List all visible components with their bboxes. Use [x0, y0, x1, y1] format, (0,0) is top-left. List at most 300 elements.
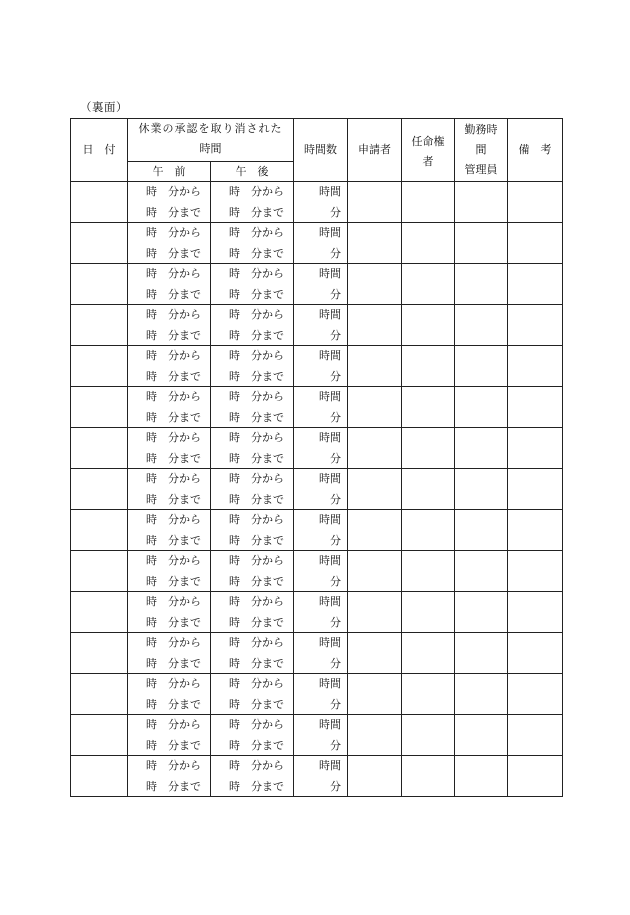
pm-to-hour: 時	[229, 657, 240, 670]
applicant-cell[interactable]	[348, 223, 402, 264]
am-from-hour: 時	[146, 718, 157, 731]
table-row	[71, 182, 563, 223]
pm-from-minute: 分から	[251, 308, 284, 321]
header-applicant-label: 申請者	[358, 143, 391, 156]
pm-time-cell[interactable]	[211, 551, 294, 592]
pm-from-minute: 分から	[251, 390, 284, 403]
pm-time-cell[interactable]	[211, 715, 294, 756]
pm-from-hour: 時	[229, 308, 240, 321]
appointer-cell[interactable]	[402, 756, 455, 797]
pm-to-hour: 時	[229, 575, 240, 588]
date-cell[interactable]	[71, 756, 128, 797]
am-to-hour: 時	[146, 288, 157, 301]
am-time-cell[interactable]	[128, 264, 211, 305]
hours-cell[interactable]	[294, 551, 348, 592]
date-cell[interactable]	[71, 551, 128, 592]
am-from-minute: 分から	[168, 349, 201, 362]
am-to-hour: 時	[146, 206, 157, 219]
pm-to-minute: 分まで	[251, 739, 284, 752]
hours-cell[interactable]	[294, 592, 348, 633]
am-from-hour: 時	[146, 349, 157, 362]
manager-cell[interactable]	[455, 428, 508, 469]
header-remarks-label: 備 考	[518, 143, 552, 156]
minutes-label: 分	[330, 206, 341, 219]
pm-to-hour: 時	[229, 411, 240, 424]
hours-cell[interactable]	[294, 756, 348, 797]
pm-to-minute: 分まで	[251, 575, 284, 588]
date-cell[interactable]	[71, 469, 128, 510]
table-row	[71, 633, 563, 674]
date-cell[interactable]	[71, 510, 128, 551]
leave-cancellation-table	[70, 118, 563, 797]
table-body	[71, 182, 563, 797]
header-date-label: 日 付	[82, 143, 116, 156]
minutes-label: 分	[330, 575, 341, 588]
pm-from-minute: 分から	[251, 431, 284, 444]
hours-label: 時間	[319, 513, 341, 526]
pm-from-hour: 時	[229, 267, 240, 280]
header-applicant	[348, 119, 402, 182]
am-to-minute: 分まで	[168, 575, 201, 588]
am-from-minute: 分から	[168, 308, 201, 321]
remarks-cell[interactable]	[508, 633, 563, 674]
applicant-cell[interactable]	[348, 182, 402, 223]
hours-label: 時間	[319, 390, 341, 403]
table-row	[71, 756, 563, 797]
am-time-cell[interactable]	[128, 387, 211, 428]
pm-time-cell[interactable]	[211, 756, 294, 797]
pm-to-minute: 分まで	[251, 247, 284, 260]
am-to-hour: 時	[146, 534, 157, 547]
appointer-cell[interactable]	[402, 346, 455, 387]
remarks-cell[interactable]	[508, 715, 563, 756]
hours-cell[interactable]	[294, 715, 348, 756]
pm-from-minute: 分から	[251, 513, 284, 526]
applicant-cell[interactable]	[348, 428, 402, 469]
am-time-cell[interactable]	[128, 551, 211, 592]
pm-from-hour: 時	[229, 554, 240, 567]
date-cell[interactable]	[71, 674, 128, 715]
pm-from-hour: 時	[229, 431, 240, 444]
pm-time-cell[interactable]	[211, 346, 294, 387]
pm-from-hour: 時	[229, 513, 240, 526]
hours-cell[interactable]	[294, 510, 348, 551]
pm-time-cell[interactable]	[211, 674, 294, 715]
table-row	[71, 264, 563, 305]
pm-from-minute: 分から	[251, 636, 284, 649]
minutes-label: 分	[330, 780, 341, 793]
am-time-cell[interactable]	[128, 633, 211, 674]
pm-time-cell[interactable]	[211, 592, 294, 633]
am-to-minute: 分まで	[168, 288, 201, 301]
am-from-hour: 時	[146, 185, 157, 198]
pm-to-minute: 分まで	[251, 288, 284, 301]
am-to-minute: 分まで	[168, 657, 201, 670]
header-am-label: 午 前	[152, 164, 186, 178]
minutes-label: 分	[330, 698, 341, 711]
am-to-hour: 時	[146, 657, 157, 670]
am-from-hour: 時	[146, 513, 157, 526]
am-from-hour: 時	[146, 554, 157, 567]
pm-time-cell[interactable]	[211, 428, 294, 469]
table-row	[71, 674, 563, 715]
date-cell[interactable]	[71, 264, 128, 305]
am-to-hour: 時	[146, 698, 157, 711]
hours-cell[interactable]	[294, 264, 348, 305]
pm-from-minute: 分から	[251, 472, 284, 485]
am-from-hour: 時	[146, 636, 157, 649]
manager-cell[interactable]	[455, 223, 508, 264]
header-hours	[294, 119, 348, 182]
date-cell[interactable]	[71, 387, 128, 428]
pm-from-minute: 分から	[251, 226, 284, 239]
date-cell[interactable]	[71, 305, 128, 346]
pm-from-minute: 分から	[251, 718, 284, 731]
am-to-minute: 分まで	[168, 247, 201, 260]
header-manager-line2: 間	[475, 143, 487, 156]
hours-cell[interactable]	[294, 223, 348, 264]
manager-cell[interactable]	[455, 305, 508, 346]
table-row	[71, 305, 563, 346]
pm-from-minute: 分から	[251, 554, 284, 567]
hours-label: 時間	[319, 267, 341, 280]
hours-label: 時間	[319, 226, 341, 239]
date-cell[interactable]	[71, 428, 128, 469]
am-time-cell[interactable]	[128, 674, 211, 715]
hours-label: 時間	[319, 595, 341, 608]
pm-to-minute: 分まで	[251, 534, 284, 547]
pm-from-minute: 分から	[251, 595, 284, 608]
applicant-cell[interactable]	[348, 346, 402, 387]
header-appointer-line2: 者	[422, 155, 434, 168]
am-time-cell[interactable]	[128, 428, 211, 469]
am-from-hour: 時	[146, 431, 157, 444]
pm-from-minute: 分から	[251, 759, 284, 772]
table-row	[71, 428, 563, 469]
pm-time-cell[interactable]	[211, 469, 294, 510]
pm-from-minute: 分から	[251, 185, 284, 198]
minutes-label: 分	[330, 534, 341, 547]
am-time-cell[interactable]	[128, 346, 211, 387]
minutes-label: 分	[330, 247, 341, 260]
date-cell[interactable]	[71, 592, 128, 633]
pm-from-hour: 時	[229, 718, 240, 731]
applicant-cell[interactable]	[348, 715, 402, 756]
applicant-cell[interactable]	[348, 756, 402, 797]
hours-cell[interactable]	[294, 674, 348, 715]
am-time-cell[interactable]	[128, 469, 211, 510]
header-appointer	[402, 119, 455, 182]
pm-to-minute: 分まで	[251, 370, 284, 383]
remarks-cell[interactable]	[508, 510, 563, 551]
am-time-cell[interactable]	[128, 305, 211, 346]
hours-cell[interactable]	[294, 346, 348, 387]
am-from-hour: 時	[146, 308, 157, 321]
minutes-label: 分	[330, 657, 341, 670]
appointer-cell[interactable]	[402, 469, 455, 510]
pm-from-hour: 時	[229, 349, 240, 362]
manager-cell[interactable]	[455, 264, 508, 305]
pm-to-minute: 分まで	[251, 329, 284, 342]
header-pm-label: 午 後	[235, 164, 269, 178]
manager-cell[interactable]	[455, 182, 508, 223]
am-time-cell[interactable]	[128, 182, 211, 223]
manager-cell[interactable]	[455, 715, 508, 756]
am-to-hour: 時	[146, 616, 157, 629]
am-to-minute: 分まで	[168, 370, 201, 383]
pm-time-cell[interactable]	[211, 633, 294, 674]
pm-to-minute: 分まで	[251, 780, 284, 793]
appointer-cell[interactable]	[402, 387, 455, 428]
pm-time-cell[interactable]	[211, 264, 294, 305]
minutes-label: 分	[330, 411, 341, 424]
table-row	[71, 346, 563, 387]
am-to-hour: 時	[146, 247, 157, 260]
applicant-cell[interactable]	[348, 305, 402, 346]
remarks-cell[interactable]	[508, 264, 563, 305]
hours-label: 時間	[319, 759, 341, 772]
am-from-minute: 分から	[168, 636, 201, 649]
minutes-label: 分	[330, 493, 341, 506]
hours-cell[interactable]	[294, 182, 348, 223]
header-date	[71, 119, 128, 182]
hours-label: 時間	[319, 185, 341, 198]
minutes-label: 分	[330, 288, 341, 301]
am-to-hour: 時	[146, 575, 157, 588]
am-from-minute: 分から	[168, 267, 201, 280]
am-time-cell[interactable]	[128, 715, 211, 756]
table-row	[71, 551, 563, 592]
table-row	[71, 592, 563, 633]
hours-label: 時間	[319, 718, 341, 731]
appointer-cell[interactable]	[402, 223, 455, 264]
am-to-hour: 時	[146, 411, 157, 424]
header-manager-line3: 管理員	[464, 163, 498, 176]
date-cell[interactable]	[71, 715, 128, 756]
remarks-cell[interactable]	[508, 592, 563, 633]
pm-to-hour: 時	[229, 370, 240, 383]
table-row	[71, 510, 563, 551]
pm-to-hour: 時	[229, 616, 240, 629]
applicant-cell[interactable]	[348, 387, 402, 428]
am-from-hour: 時	[146, 595, 157, 608]
header-cancelled-time-line1: 休業の承認を取り消された	[138, 122, 283, 135]
hours-label: 時間	[319, 554, 341, 567]
pm-to-hour: 時	[229, 493, 240, 506]
am-from-minute: 分から	[168, 759, 201, 772]
pm-to-minute: 分まで	[251, 411, 284, 424]
am-from-minute: 分から	[168, 513, 201, 526]
table-row	[71, 387, 563, 428]
manager-cell[interactable]	[455, 592, 508, 633]
hours-label: 時間	[319, 308, 341, 321]
am-from-hour: 時	[146, 472, 157, 485]
pm-from-hour: 時	[229, 677, 240, 690]
pm-to-minute: 分まで	[251, 493, 284, 506]
applicant-cell[interactable]	[348, 551, 402, 592]
pm-to-minute: 分まで	[251, 698, 284, 711]
applicant-cell[interactable]	[348, 469, 402, 510]
pm-from-hour: 時	[229, 636, 240, 649]
am-to-minute: 分まで	[168, 616, 201, 629]
am-to-minute: 分まで	[168, 780, 201, 793]
manager-cell[interactable]	[455, 674, 508, 715]
am-from-hour: 時	[146, 759, 157, 772]
am-to-hour: 時	[146, 493, 157, 506]
am-from-hour: 時	[146, 226, 157, 239]
am-to-hour: 時	[146, 780, 157, 793]
pm-time-cell[interactable]	[211, 510, 294, 551]
am-from-minute: 分から	[168, 472, 201, 485]
remarks-cell[interactable]	[508, 756, 563, 797]
minutes-label: 分	[330, 329, 341, 342]
pm-to-hour: 時	[229, 739, 240, 752]
pm-to-hour: 時	[229, 698, 240, 711]
am-to-minute: 分まで	[168, 206, 201, 219]
am-time-cell[interactable]	[128, 756, 211, 797]
manager-cell[interactable]	[455, 387, 508, 428]
pm-to-hour: 時	[229, 534, 240, 547]
manager-cell[interactable]	[455, 469, 508, 510]
am-to-hour: 時	[146, 329, 157, 342]
am-time-cell[interactable]	[128, 510, 211, 551]
remarks-cell[interactable]	[508, 428, 563, 469]
header-manager	[455, 119, 508, 182]
pm-time-cell[interactable]	[211, 182, 294, 223]
pm-from-hour: 時	[229, 472, 240, 485]
applicant-cell[interactable]	[348, 264, 402, 305]
remarks-cell[interactable]	[508, 469, 563, 510]
applicant-cell[interactable]	[348, 510, 402, 551]
manager-cell[interactable]	[455, 756, 508, 797]
applicant-cell[interactable]	[348, 633, 402, 674]
appointer-cell[interactable]	[402, 510, 455, 551]
hours-cell[interactable]	[294, 428, 348, 469]
appointer-cell[interactable]	[402, 674, 455, 715]
am-from-minute: 分から	[168, 677, 201, 690]
am-from-minute: 分から	[168, 595, 201, 608]
date-cell[interactable]	[71, 346, 128, 387]
remarks-cell[interactable]	[508, 674, 563, 715]
header-cancelled-time-line2: 時間	[199, 142, 222, 155]
remarks-cell[interactable]	[508, 387, 563, 428]
manager-cell[interactable]	[455, 551, 508, 592]
pm-from-minute: 分から	[251, 349, 284, 362]
header-manager-line1: 勤務時	[464, 123, 498, 136]
minutes-label: 分	[330, 616, 341, 629]
hours-label: 時間	[319, 349, 341, 362]
hours-cell[interactable]	[294, 387, 348, 428]
appointer-cell[interactable]	[402, 592, 455, 633]
appointer-cell[interactable]	[402, 715, 455, 756]
hours-cell[interactable]	[294, 305, 348, 346]
am-to-minute: 分まで	[168, 534, 201, 547]
am-time-cell[interactable]	[128, 223, 211, 264]
header-remarks	[508, 119, 563, 182]
remarks-cell[interactable]	[508, 223, 563, 264]
appointer-cell[interactable]	[402, 551, 455, 592]
hours-cell[interactable]	[294, 633, 348, 674]
hours-label: 時間	[319, 431, 341, 444]
table-row	[71, 223, 563, 264]
header-pm	[211, 162, 294, 182]
hours-cell[interactable]	[294, 469, 348, 510]
am-to-minute: 分まで	[168, 493, 201, 506]
pm-from-hour: 時	[229, 185, 240, 198]
pm-from-hour: 時	[229, 595, 240, 608]
applicant-cell[interactable]	[348, 592, 402, 633]
remarks-cell[interactable]	[508, 551, 563, 592]
am-from-minute: 分から	[168, 390, 201, 403]
pm-from-hour: 時	[229, 226, 240, 239]
manager-cell[interactable]	[455, 510, 508, 551]
pm-from-minute: 分から	[251, 677, 284, 690]
date-cell[interactable]	[71, 633, 128, 674]
am-to-hour: 時	[146, 739, 157, 752]
minutes-label: 分	[330, 739, 341, 752]
am-from-minute: 分から	[168, 431, 201, 444]
am-to-minute: 分まで	[168, 452, 201, 465]
pm-to-minute: 分まで	[251, 657, 284, 670]
pm-time-cell[interactable]	[211, 305, 294, 346]
manager-cell[interactable]	[455, 633, 508, 674]
remarks-cell[interactable]	[508, 182, 563, 223]
am-from-minute: 分から	[168, 718, 201, 731]
am-from-hour: 時	[146, 267, 157, 280]
am-to-minute: 分まで	[168, 739, 201, 752]
pm-to-minute: 分まで	[251, 616, 284, 629]
header-am	[128, 162, 211, 182]
header-cancelled-time	[128, 119, 294, 162]
am-from-minute: 分から	[168, 185, 201, 198]
pm-to-hour: 時	[229, 780, 240, 793]
hours-label: 時間	[319, 677, 341, 690]
pm-from-hour: 時	[229, 390, 240, 403]
pm-to-hour: 時	[229, 206, 240, 219]
appointer-cell[interactable]	[402, 633, 455, 674]
am-time-cell[interactable]	[128, 592, 211, 633]
manager-cell[interactable]	[455, 346, 508, 387]
am-from-hour: 時	[146, 677, 157, 690]
pm-to-hour: 時	[229, 329, 240, 342]
appointer-cell[interactable]	[402, 182, 455, 223]
appointer-cell[interactable]	[402, 305, 455, 346]
applicant-cell[interactable]	[348, 674, 402, 715]
header-hours-label: 時間数	[304, 143, 337, 156]
pm-to-minute: 分まで	[251, 452, 284, 465]
pm-from-hour: 時	[229, 759, 240, 772]
pm-time-cell[interactable]	[211, 387, 294, 428]
am-to-hour: 時	[146, 370, 157, 383]
hours-label: 時間	[319, 636, 341, 649]
appointer-cell[interactable]	[402, 428, 455, 469]
page-caption: （裏面）	[80, 100, 128, 114]
date-cell[interactable]	[71, 223, 128, 264]
pm-time-cell[interactable]	[211, 223, 294, 264]
am-to-minute: 分まで	[168, 411, 201, 424]
appointer-cell[interactable]	[402, 264, 455, 305]
pm-to-hour: 時	[229, 288, 240, 301]
date-cell[interactable]	[71, 182, 128, 223]
pm-to-minute: 分まで	[251, 206, 284, 219]
minutes-label: 分	[330, 370, 341, 383]
remarks-cell[interactable]	[508, 346, 563, 387]
minutes-label: 分	[330, 452, 341, 465]
am-from-hour: 時	[146, 390, 157, 403]
pm-to-hour: 時	[229, 247, 240, 260]
remarks-cell[interactable]	[508, 305, 563, 346]
hours-label: 時間	[319, 472, 341, 485]
